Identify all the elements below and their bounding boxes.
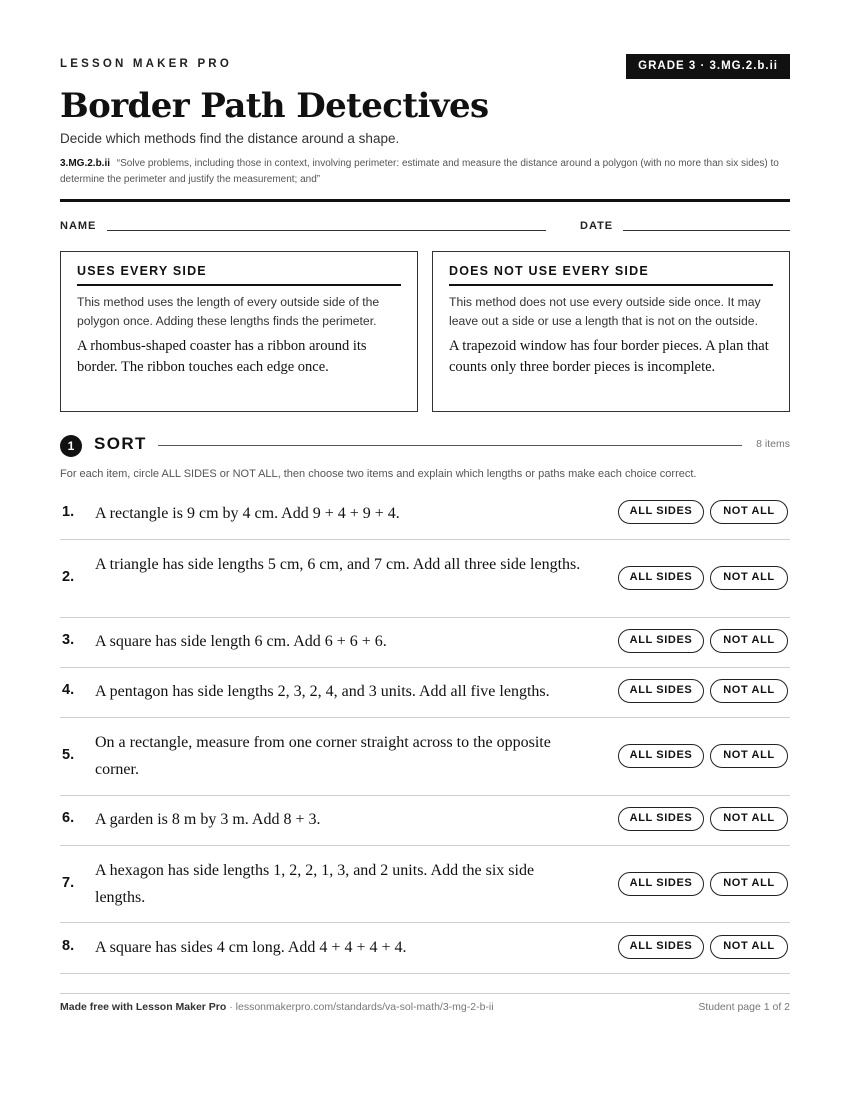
card-example: A trapezoid window has four border pieces. A plan that counts only three border pieces is incomplete. [449, 338, 769, 375]
footer-separator: · [229, 1001, 236, 1013]
item-number: 4. [62, 682, 75, 698]
section-header [60, 433, 790, 457]
all-sides-choice[interactable]: ALL SIDES [618, 629, 704, 653]
item-count: 8 items [756, 438, 790, 450]
standard-code: 3.MG.2.b.ii [60, 158, 111, 169]
item-text: A hexagon has side lengths 1, 2, 2, 1, 3, and 2 units. Add the six side lengths. [95, 862, 535, 906]
all-sides-choice[interactable]: ALL SIDES [618, 872, 704, 896]
all-sides-choice[interactable]: ALL SIDES [618, 500, 704, 524]
section-title: SORT [94, 434, 147, 453]
list-item [60, 846, 790, 923]
item-text: A garden is 8 m by 3 m. Add 8 + 3. [95, 811, 321, 828]
item-text: A square has sides 4 cm long. Add 4 + 4 + 4 + 4. [95, 939, 407, 956]
list-item [60, 618, 790, 668]
header-divider [60, 199, 790, 202]
item-number: 8. [62, 938, 75, 954]
not-all-choice[interactable]: NOT ALL [710, 744, 788, 768]
list-item [60, 668, 790, 718]
item-text: A rectangle is 9 cm by 4 cm. Add 9 + 4 + 9 + 4. [95, 505, 400, 522]
grade-badge: GRADE 3 · 3.MG.2.b.ii [626, 54, 790, 79]
card-title: DOES NOT USE EVERY SIDE [449, 264, 773, 286]
section-instructions: For each item, circle ALL SIDES or NOT ALL, then choose two items and explain which lengths or paths make each choice correct. [60, 468, 697, 480]
all-sides-choice[interactable]: ALL SIDES [618, 744, 704, 768]
item-number: 3. [62, 632, 75, 648]
standard-text: “Solve problems, including those in context, involving perimeter: estimate and measure the distance around a polygon (with no more than six sides) to determine the perimeter and justify the measurement; and” [60, 158, 779, 185]
section-divider [158, 445, 742, 446]
name-field[interactable] [107, 230, 546, 231]
item-number: 2. [62, 569, 75, 585]
item-number: 5. [62, 747, 75, 763]
name-label: NAME [60, 220, 97, 232]
card-title: USES EVERY SIDE [77, 264, 401, 286]
list-item [60, 796, 790, 846]
footer-divider [60, 993, 790, 994]
date-field[interactable] [623, 230, 790, 231]
all-sides-choice[interactable]: ALL SIDES [618, 935, 704, 959]
item-text: A square has side length 6 cm. Add 6 + 6 + 6. [95, 633, 387, 650]
item-text: A pentagon has side lengths 2, 3, 2, 4, and 3 units. Add all five lengths. [95, 683, 550, 700]
not-all-choice[interactable]: NOT ALL [710, 872, 788, 896]
page-title: Border Path Detectives [60, 86, 489, 126]
not-all-choice[interactable]: NOT ALL [710, 566, 788, 590]
card-description: This method does not use every outside side once. It may leave out a side or use a length that is not on the outside. [449, 295, 761, 328]
brand-name: LESSON MAKER PRO [60, 58, 232, 70]
list-item [60, 488, 790, 540]
worksheet-page [60, 0, 790, 1100]
standard-statement [60, 156, 790, 188]
not-all-choice[interactable]: NOT ALL [710, 679, 788, 703]
item-text: A triangle has side lengths 5 cm, 6 cm, and 7 cm. Add all three side lengths. [95, 556, 581, 573]
not-all-choice[interactable]: NOT ALL [710, 807, 788, 831]
footer-credit [60, 1001, 494, 1013]
not-all-choice[interactable]: NOT ALL [710, 629, 788, 653]
card-uses-every-side [60, 251, 418, 412]
footer-url[interactable]: lessonmakerpro.com/standards/va-sol-math/3-mg-2-b-ii [235, 1001, 494, 1013]
page-subtitle: Decide which methods find the distance around a shape. [60, 131, 400, 146]
item-number: 1. [62, 504, 75, 520]
footer-made-with: Made free with Lesson Maker Pro [60, 1001, 227, 1013]
item-text: On a rectangle, measure from one corner straight across to the opposite corner. [95, 734, 551, 778]
list-item [60, 718, 790, 796]
list-item [60, 923, 790, 974]
section-number: 1 [60, 435, 82, 457]
date-label: DATE [580, 220, 614, 232]
card-does-not-use-every-side [432, 251, 790, 412]
list-item [60, 540, 790, 618]
item-list [60, 488, 790, 974]
all-sides-choice[interactable]: ALL SIDES [618, 807, 704, 831]
not-all-choice[interactable]: NOT ALL [710, 500, 788, 524]
item-number: 6. [62, 810, 75, 826]
all-sides-choice[interactable]: ALL SIDES [618, 566, 704, 590]
card-example: A rhombus-shaped coaster has a ribbon around its border. The ribbon touches each edge once. [77, 338, 367, 375]
page-number: Student page 1 of 2 [698, 1001, 790, 1013]
all-sides-choice[interactable]: ALL SIDES [618, 679, 704, 703]
not-all-choice[interactable]: NOT ALL [710, 935, 788, 959]
card-description: This method uses the length of every outside side of the polygon once. Adding these lengths finds the perimeter. [77, 295, 380, 328]
item-number: 7. [62, 875, 75, 891]
